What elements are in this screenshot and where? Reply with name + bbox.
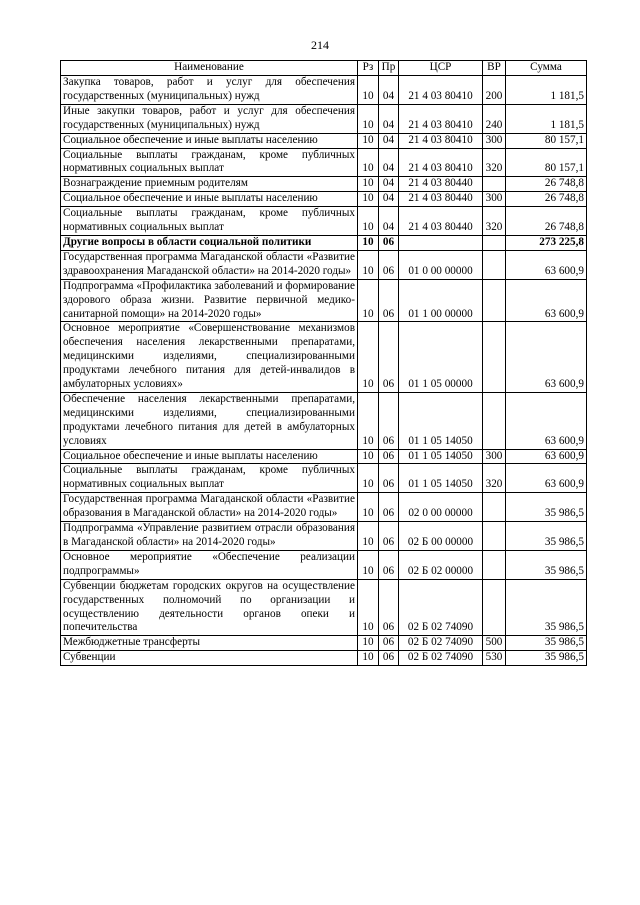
row-vr: 240 (483, 104, 506, 133)
row-vr: 200 (483, 76, 506, 105)
row-pr: 04 (379, 76, 399, 105)
row-sum: 35 986,5 (506, 550, 587, 579)
row-vr: 320 (483, 464, 506, 493)
row-pr: 06 (379, 464, 399, 493)
row-pr: 04 (379, 177, 399, 192)
row-pr: 06 (379, 636, 399, 651)
row-pr: 06 (379, 279, 399, 322)
row-rz: 10 (358, 148, 379, 177)
row-name: Субвенции бюджетам городских округов на осуществление государственных полномочий по организации и осуществлению деятельности органов опеки и попечительства (61, 579, 358, 636)
row-rz: 10 (358, 651, 379, 666)
header-pr: Пр (379, 61, 399, 76)
row-pr: 06 (379, 392, 399, 449)
table-row (61, 207, 587, 236)
row-rz: 10 (358, 192, 379, 207)
row-csr: 01 1 05 14050 (399, 392, 483, 449)
table-row (61, 322, 587, 393)
row-sum: 35 986,5 (506, 522, 587, 551)
row-sum: 1 181,5 (506, 76, 587, 105)
row-sum: 63 600,9 (506, 392, 587, 449)
row-vr: 300 (483, 192, 506, 207)
row-vr (483, 250, 506, 279)
row-csr: 21 4 03 80440 (399, 177, 483, 192)
row-name: Социальное обеспечение и иные выплаты населению (61, 192, 358, 207)
row-rz: 10 (358, 235, 379, 250)
row-sum: 35 986,5 (506, 651, 587, 666)
row-rz: 10 (358, 522, 379, 551)
row-csr: 02 Б 02 00000 (399, 550, 483, 579)
table-row (61, 392, 587, 449)
row-rz: 10 (358, 207, 379, 236)
row-name: Государственная программа Магаданской области «Развитие здравоохранения Магаданской области» на 2014-2020 годы» (61, 250, 358, 279)
row-csr: 21 4 03 80410 (399, 76, 483, 105)
row-name: Закупка товаров, работ и услуг для обеспечения государственных (муниципальных) нужд (61, 76, 358, 105)
row-sum: 35 986,5 (506, 579, 587, 636)
row-name: Социальные выплаты гражданам, кроме публичных нормативных социальных выплат (61, 148, 358, 177)
row-vr (483, 392, 506, 449)
row-rz: 10 (358, 76, 379, 105)
row-rz: 10 (358, 250, 379, 279)
row-csr: 02 Б 02 74090 (399, 579, 483, 636)
row-rz: 10 (358, 279, 379, 322)
table-row (61, 522, 587, 551)
row-csr: 02 0 00 00000 (399, 493, 483, 522)
row-vr: 300 (483, 133, 506, 148)
row-name: Вознаграждение приемным родителям (61, 177, 358, 192)
row-rz: 10 (358, 449, 379, 464)
table-row (61, 550, 587, 579)
row-vr (483, 550, 506, 579)
header-vr: ВР (483, 61, 506, 76)
row-pr: 04 (379, 148, 399, 177)
row-rz: 10 (358, 322, 379, 393)
row-sum: 26 748,8 (506, 192, 587, 207)
row-vr (483, 522, 506, 551)
table-row (61, 636, 587, 651)
row-csr: 02 Б 02 74090 (399, 636, 483, 651)
row-vr: 530 (483, 651, 506, 666)
row-sum: 273 225,8 (506, 235, 587, 250)
row-pr: 06 (379, 322, 399, 393)
row-rz: 10 (358, 392, 379, 449)
row-rz: 10 (358, 104, 379, 133)
table-row (61, 133, 587, 148)
row-sum: 35 986,5 (506, 636, 587, 651)
header-csr: ЦСР (399, 61, 483, 76)
row-sum: 63 600,9 (506, 449, 587, 464)
table-row (61, 235, 587, 250)
row-csr: 21 4 03 80410 (399, 133, 483, 148)
row-rz: 10 (358, 579, 379, 636)
row-rz: 10 (358, 464, 379, 493)
row-name: Социальные выплаты гражданам, кроме публичных нормативных социальных выплат (61, 207, 358, 236)
table-row (61, 104, 587, 133)
row-vr (483, 322, 506, 393)
row-pr: 06 (379, 449, 399, 464)
row-vr (483, 235, 506, 250)
row-vr (483, 579, 506, 636)
row-sum: 35 986,5 (506, 493, 587, 522)
row-csr: 02 Б 02 74090 (399, 651, 483, 666)
row-name: Обеспечение населения лекарственными препаратами, медицинскими изделиями, специализированными продуктами лечебного питания для детей в амбулаторных условиях (61, 392, 358, 449)
row-pr: 04 (379, 133, 399, 148)
table-row (61, 148, 587, 177)
row-vr (483, 493, 506, 522)
row-vr: 320 (483, 148, 506, 177)
row-csr: 01 0 00 00000 (399, 250, 483, 279)
row-sum: 1 181,5 (506, 104, 587, 133)
row-pr: 06 (379, 579, 399, 636)
row-pr: 04 (379, 192, 399, 207)
table-row (61, 579, 587, 636)
table-row (61, 464, 587, 493)
row-rz: 10 (358, 550, 379, 579)
row-rz: 10 (358, 493, 379, 522)
row-csr (399, 235, 483, 250)
row-pr: 06 (379, 550, 399, 579)
table-row (61, 279, 587, 322)
row-pr: 06 (379, 235, 399, 250)
row-name: Основное мероприятие «Обеспечение реализации подпрограммы» (61, 550, 358, 579)
table-body (61, 76, 587, 666)
table-row (61, 250, 587, 279)
row-sum: 26 748,8 (506, 207, 587, 236)
row-pr: 04 (379, 207, 399, 236)
table-row (61, 449, 587, 464)
row-pr: 04 (379, 104, 399, 133)
row-sum: 80 157,1 (506, 133, 587, 148)
row-csr: 21 4 03 80410 (399, 104, 483, 133)
row-vr: 300 (483, 449, 506, 464)
table-row (61, 177, 587, 192)
row-sum: 80 157,1 (506, 148, 587, 177)
row-name: Подпрограмма «Профилактика заболеваний и формирование здорового образа жизни. Развитие первичной медико-санитарной помощи» на 2014-2020 годы» (61, 279, 358, 322)
row-sum: 63 600,9 (506, 464, 587, 493)
row-csr: 02 Б 00 00000 (399, 522, 483, 551)
row-csr: 21 4 03 80440 (399, 207, 483, 236)
row-name: Основное мероприятие «Совершенствование механизмов обеспечения населения лекарственными препаратами, медицинскими изделиями, специализированными продуктами лечебного питания для детей-инвалидов в амбулаторных условиях» (61, 322, 358, 393)
row-sum: 63 600,9 (506, 322, 587, 393)
table-row (61, 192, 587, 207)
row-rz: 10 (358, 177, 379, 192)
row-vr (483, 279, 506, 322)
row-sum: 26 748,8 (506, 177, 587, 192)
row-csr: 01 1 00 00000 (399, 279, 483, 322)
row-csr: 01 1 05 14050 (399, 464, 483, 493)
row-vr (483, 177, 506, 192)
header-name: Наименование (61, 61, 358, 76)
row-name: Межбюджетные трансферты (61, 636, 358, 651)
table-row (61, 493, 587, 522)
row-sum: 63 600,9 (506, 279, 587, 322)
page-number: 214 (311, 38, 329, 52)
row-vr: 500 (483, 636, 506, 651)
row-name: Иные закупки товаров, работ и услуг для обеспечения государственных (муниципальных) нужд (61, 104, 358, 133)
table-row (61, 76, 587, 105)
row-csr: 01 1 05 14050 (399, 449, 483, 464)
row-sum: 63 600,9 (506, 250, 587, 279)
row-csr: 21 4 03 80410 (399, 148, 483, 177)
row-name: Другие вопросы в области социальной политики (61, 235, 358, 250)
row-pr: 06 (379, 493, 399, 522)
row-csr: 21 4 03 80440 (399, 192, 483, 207)
budget-table (60, 60, 587, 666)
row-csr: 01 1 05 00000 (399, 322, 483, 393)
row-pr: 06 (379, 522, 399, 551)
row-name: Субвенции (61, 651, 358, 666)
row-pr: 06 (379, 651, 399, 666)
row-pr: 06 (379, 250, 399, 279)
row-name: Государственная программа Магаданской области «Развитие образования в Магаданской области» на 2014-2020 годы» (61, 493, 358, 522)
row-rz: 10 (358, 636, 379, 651)
header-sum: Сумма (506, 61, 587, 76)
row-name: Социальное обеспечение и иные выплаты населению (61, 449, 358, 464)
row-name: Подпрограмма «Управление развитием отрасли образования в Магаданской области» на 2014-2020 годы» (61, 522, 358, 551)
row-name: Социальное обеспечение и иные выплаты населению (61, 133, 358, 148)
row-rz: 10 (358, 133, 379, 148)
header-rz: Рз (358, 61, 379, 76)
table-header-row (61, 61, 587, 76)
table-row (61, 651, 587, 666)
row-vr: 320 (483, 207, 506, 236)
row-name: Социальные выплаты гражданам, кроме публичных нормативных социальных выплат (61, 464, 358, 493)
